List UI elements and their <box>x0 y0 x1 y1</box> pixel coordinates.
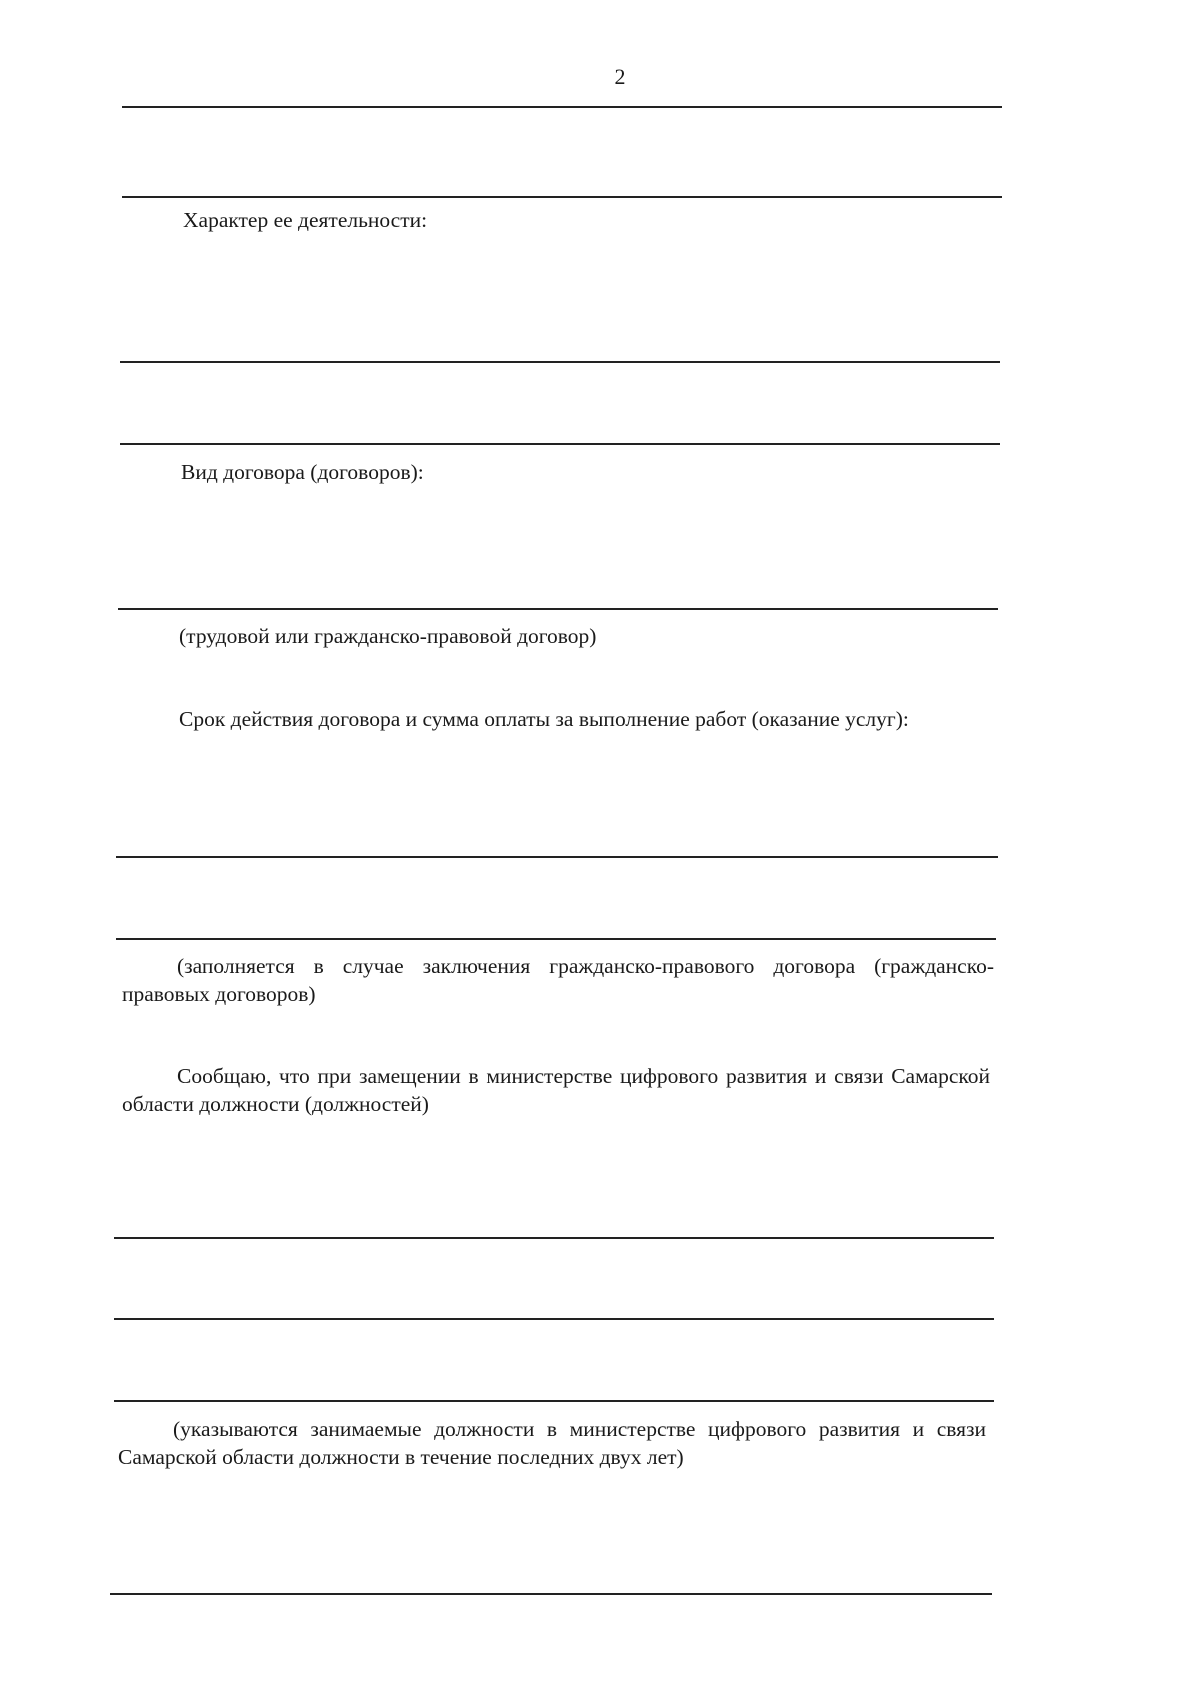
fill-line <box>118 608 998 610</box>
positions-hint: (указываются занимаемые должности в министерстве цифрового развития и связи Самарской области должности в течение последних двух лет) <box>118 1417 986 1469</box>
contract-type-hint: (трудовой или гражданско-правовой договор) <box>179 624 597 648</box>
positions-statement: Сообщаю, что при замещении в министерстве цифрового развития и связи Самарской области должности (должностей) <box>122 1064 990 1116</box>
fill-line <box>114 1400 994 1402</box>
fill-line <box>116 938 996 940</box>
fill-line <box>122 106 1002 108</box>
fill-line <box>120 361 1000 363</box>
term-hint: (заполняется в случае заключения гражданско-правового договора (гражданско-правовых договоров) <box>122 954 994 1006</box>
fill-line <box>122 196 1002 198</box>
fill-line <box>116 856 998 858</box>
page-number: 2 <box>614 64 626 89</box>
fill-line <box>120 443 1000 445</box>
fill-line <box>114 1237 994 1239</box>
fill-line <box>110 1593 992 1595</box>
contract-type-label: Вид договора (договоров): <box>181 460 424 484</box>
activity-label: Характер ее деятельности: <box>183 208 428 232</box>
fill-line <box>114 1318 994 1320</box>
term-label: Срок действия договора и сумма оплаты за выполнение работ (оказание услуг): <box>179 707 909 731</box>
